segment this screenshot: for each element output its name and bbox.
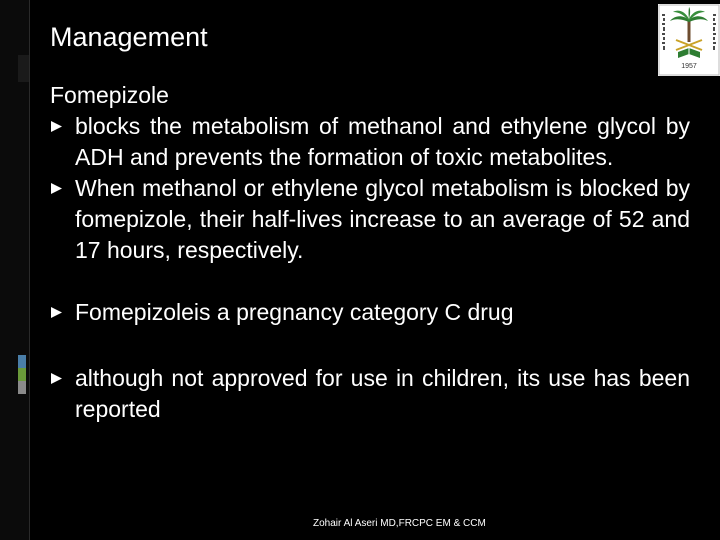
section-heading: Fomepizole — [50, 82, 169, 108]
slide-footer: Zohair Al Aseri MD,FRCPC EM & CCM — [313, 518, 486, 529]
bullet-item-1 — [50, 111, 690, 173]
bullet-item-3 — [50, 297, 690, 328]
bullet-text-3: Fomepizoleis a pregnancy category C drug — [75, 299, 514, 325]
accent-bar-blue — [18, 355, 26, 368]
slide-body — [50, 80, 690, 425]
university-logo — [658, 4, 720, 76]
accent-bar-green — [18, 368, 26, 381]
bullet-text-1: blocks the metabolism of methanol and ethylene glycol by ADH and prevents the formation of toxic metabolites. — [75, 113, 690, 170]
university-emblem-icon — [658, 4, 720, 76]
accent-bar-gray — [18, 381, 26, 394]
slide-title: Management — [50, 22, 208, 52]
left-edge-line — [29, 0, 30, 540]
bullet-item-2 — [50, 173, 690, 266]
title-accent-block — [18, 55, 29, 82]
bullet-item-4 — [50, 363, 690, 425]
bullet-text-2: When methanol or ethylene glycol metabolism is blocked by fomepizole, their half-lives increase to an average of 52 and 17 hours, respectively. — [75, 175, 690, 263]
logo-year: 1957 — [681, 63, 697, 70]
bullet-text-4: although not approved for use in children, its use has been reported — [75, 365, 690, 422]
